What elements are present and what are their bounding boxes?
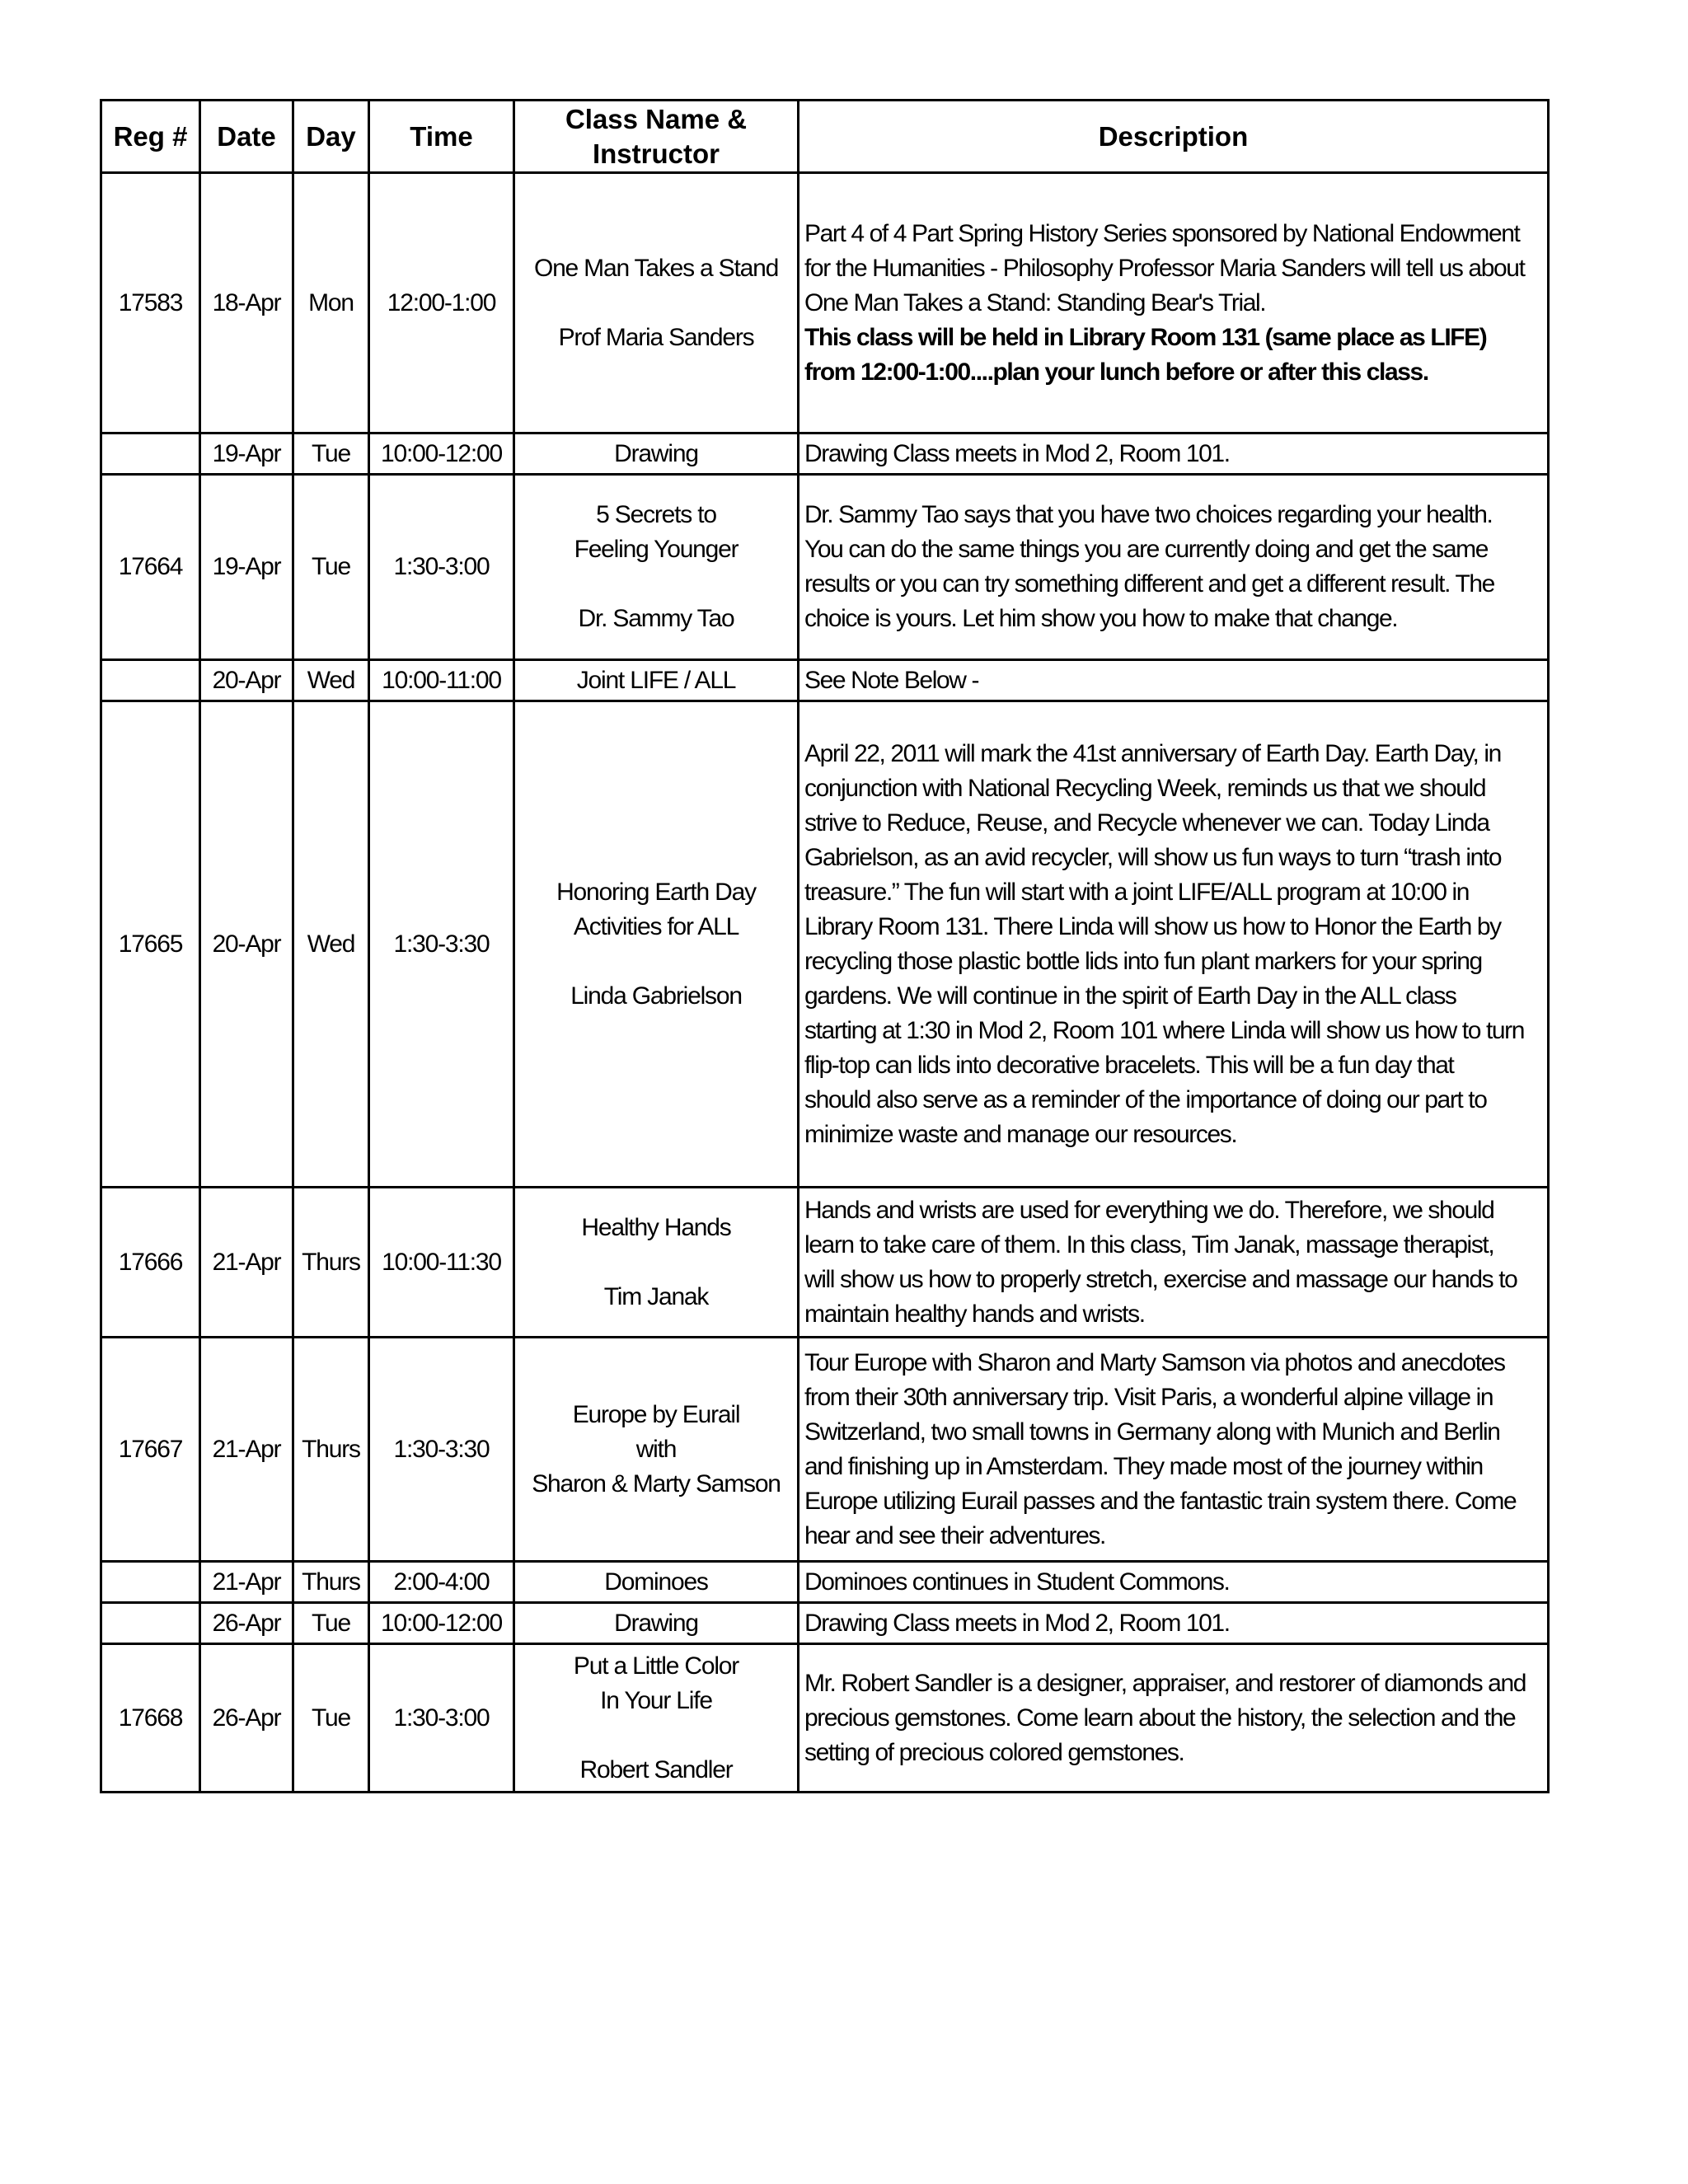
table-row [101, 1338, 1549, 1562]
date-cell: 20-Apr [200, 660, 293, 701]
class-name: Dominoes [604, 1568, 708, 1596]
class-cell [514, 1188, 799, 1338]
header-row [101, 101, 1549, 173]
instructor-name: Prof Maria Sanders [558, 323, 754, 351]
class-name: Healthy Hands [581, 1213, 731, 1241]
description-text: Tour Europe with Sharon and Marty Samson via photos and anecdotes from their 30th anniversary trip. Visit Paris, a wonderful alpine village in Switzerland, two small towns in Germany along with Munich and Berlin and finishing up in Amsterdam. They made most of the journey within Europe utilizing Eurail passes and the fantastic train system there. Come hear and see their adventures. [804, 1348, 1517, 1549]
description-text: Part 4 of 4 Part Spring History Series sponsored by National Endowment for the Humanities - Philosophy Professor Maria Sanders will tell us about One Man Takes a Stand: Standing Bear's Trial. [804, 219, 1525, 316]
time-cell: 10:00-11:30 [369, 1188, 514, 1338]
date-cell: 19-Apr [200, 434, 293, 475]
reg-number-cell: 17666 [101, 1188, 200, 1338]
description-text: Hands and wrists are used for everything we do. Therefore, we should learn to take care of them. In this class, Tim Janak, massage therapist, will show us how to properly stretch, exercise and massage our hands to maintain healthy hands and wrists. [804, 1196, 1517, 1328]
description-cell [799, 701, 1549, 1188]
time-cell: 1:30-3:30 [369, 1338, 514, 1562]
date-cell: 18-Apr [200, 173, 293, 434]
description-text: Drawing Class meets in Mod 2, Room 101. [804, 439, 1230, 467]
description-cell [799, 1644, 1549, 1793]
table-row [101, 434, 1549, 475]
description-text: April 22, 2011 will mark the 41st anniversary of Earth Day. Earth Day, in conjunction with National Recycling Week, reminds us that we should strive to Reduce, Reuse, and Recycle whenever we can. Today Linda Gabrielson, as an avid recycler, will show us fun ways to turn “trash into treasure.” The fun will start with a joint LIFE/ALL program at 10:00 in Library Room 131. There Linda will show us how to Honor the Earth by recycling those plastic bottle lids into fun plant markers for your spring gardens. We will continue in the spirit of Earth Day in the ALL class starting at 1:30 in Mod 2, Room 101 where Linda will show us how to turn flip-top can lids into decorative bracelets. This will be a fun day that should also serve as a reminder of the importance of doing our part to minimize waste and manage our resources. [804, 739, 1525, 1148]
date-cell: 21-Apr [200, 1562, 293, 1603]
time-cell: 12:00-1:00 [369, 173, 514, 434]
description-cell [799, 434, 1549, 475]
instructor-name: Tim Janak [603, 1282, 709, 1310]
header-day: Day [293, 101, 369, 173]
class-cell [514, 660, 799, 701]
table-row [101, 173, 1549, 434]
reg-number-cell: 17668 [101, 1644, 200, 1793]
date-cell: 19-Apr [200, 475, 293, 660]
class-name: One Man Takes a Stand [533, 254, 779, 282]
class-name: Honoring Earth Day Activities for ALL [556, 878, 756, 940]
day-cell: Wed [293, 701, 369, 1188]
description-cell [799, 173, 1549, 434]
class-cell [514, 1338, 799, 1562]
reg-number-cell: 17664 [101, 475, 200, 660]
class-cell [514, 1562, 799, 1603]
header-reg: Reg # [101, 101, 200, 173]
time-cell: 2:00-4:00 [369, 1562, 514, 1603]
class-cell [514, 1603, 799, 1644]
description-cell [799, 660, 1549, 701]
table-row [101, 1188, 1549, 1338]
time-cell: 10:00-11:00 [369, 660, 514, 701]
reg-number-cell: 17667 [101, 1338, 200, 1562]
header-date: Date [200, 101, 293, 173]
time-cell: 1:30-3:30 [369, 701, 514, 1188]
description-text: Mr. Robert Sandler is a designer, appraiser, and restorer of diamonds and precious gemstones. Come learn about the history, the selection and the setting of precious colored gemstones. [804, 1669, 1526, 1766]
table-row [101, 1562, 1549, 1603]
table-row [101, 660, 1549, 701]
day-cell: Tue [293, 1603, 369, 1644]
description-note: This class will be held in Library Room 131 (same place as LIFE) from 12:00-1:00....plan your lunch before or after this class. [804, 323, 1487, 386]
description-text: Drawing Class meets in Mod 2, Room 101. [804, 1609, 1230, 1637]
reg-number-cell [101, 1603, 200, 1644]
class-name: Europe by Eurail with Sharon & Marty Samson [532, 1400, 781, 1497]
description-cell [799, 1338, 1549, 1562]
class-schedule-table [100, 99, 1550, 1793]
reg-number-cell: 17583 [101, 173, 200, 434]
class-cell [514, 1644, 799, 1793]
description-cell [799, 1603, 1549, 1644]
date-cell: 26-Apr [200, 1603, 293, 1644]
description-text: Dr. Sammy Tao says that you have two choices regarding your health. You can do the same things you are currently doing and get the same results or you can try something different and get a different result. The choice is yours. Let him show you how to make that change. [804, 501, 1494, 632]
reg-number-cell [101, 660, 200, 701]
day-cell: Tue [293, 434, 369, 475]
description-cell [799, 475, 1549, 660]
class-cell [514, 173, 799, 434]
time-cell: 1:30-3:00 [369, 1644, 514, 1793]
day-cell: Thurs [293, 1562, 369, 1603]
class-name: Drawing [614, 439, 698, 467]
header-time: Time [369, 101, 514, 173]
reg-number-cell [101, 434, 200, 475]
description-cell [799, 1188, 1549, 1338]
class-cell [514, 434, 799, 475]
description-cell [799, 1562, 1549, 1603]
description-text: See Note Below - [804, 666, 979, 694]
header-description: Description [799, 101, 1549, 173]
table-row [101, 1603, 1549, 1644]
class-cell [514, 475, 799, 660]
time-cell: 1:30-3:00 [369, 475, 514, 660]
class-name: Joint LIFE / ALL [576, 666, 736, 694]
instructor-name: Linda Gabrielson [570, 982, 742, 1010]
day-cell: Tue [293, 475, 369, 660]
time-cell: 10:00-12:00 [369, 1603, 514, 1644]
day-cell: Tue [293, 1644, 369, 1793]
time-cell: 10:00-12:00 [369, 434, 514, 475]
reg-number-cell [101, 1562, 200, 1603]
date-cell: 26-Apr [200, 1644, 293, 1793]
class-name: Drawing [614, 1609, 698, 1637]
reg-number-cell: 17665 [101, 701, 200, 1188]
instructor-name: Robert Sandler [579, 1755, 733, 1783]
day-cell: Wed [293, 660, 369, 701]
table-row [101, 701, 1549, 1188]
class-name: 5 Secrets to Feeling Younger [574, 501, 738, 563]
day-cell: Thurs [293, 1188, 369, 1338]
class-cell [514, 701, 799, 1188]
date-cell: 21-Apr [200, 1188, 293, 1338]
header-class-instructor: Class Name & Instructor [514, 101, 799, 173]
date-cell: 20-Apr [200, 701, 293, 1188]
description-text: Dominoes continues in Student Commons. [804, 1568, 1230, 1596]
instructor-name: Dr. Sammy Tao [578, 605, 734, 632]
class-name: Put a Little Color In Your Life [573, 1652, 739, 1714]
table-row [101, 1644, 1549, 1793]
day-cell: Thurs [293, 1338, 369, 1562]
table-row [101, 475, 1549, 660]
day-cell: Mon [293, 173, 369, 434]
date-cell: 21-Apr [200, 1338, 293, 1562]
